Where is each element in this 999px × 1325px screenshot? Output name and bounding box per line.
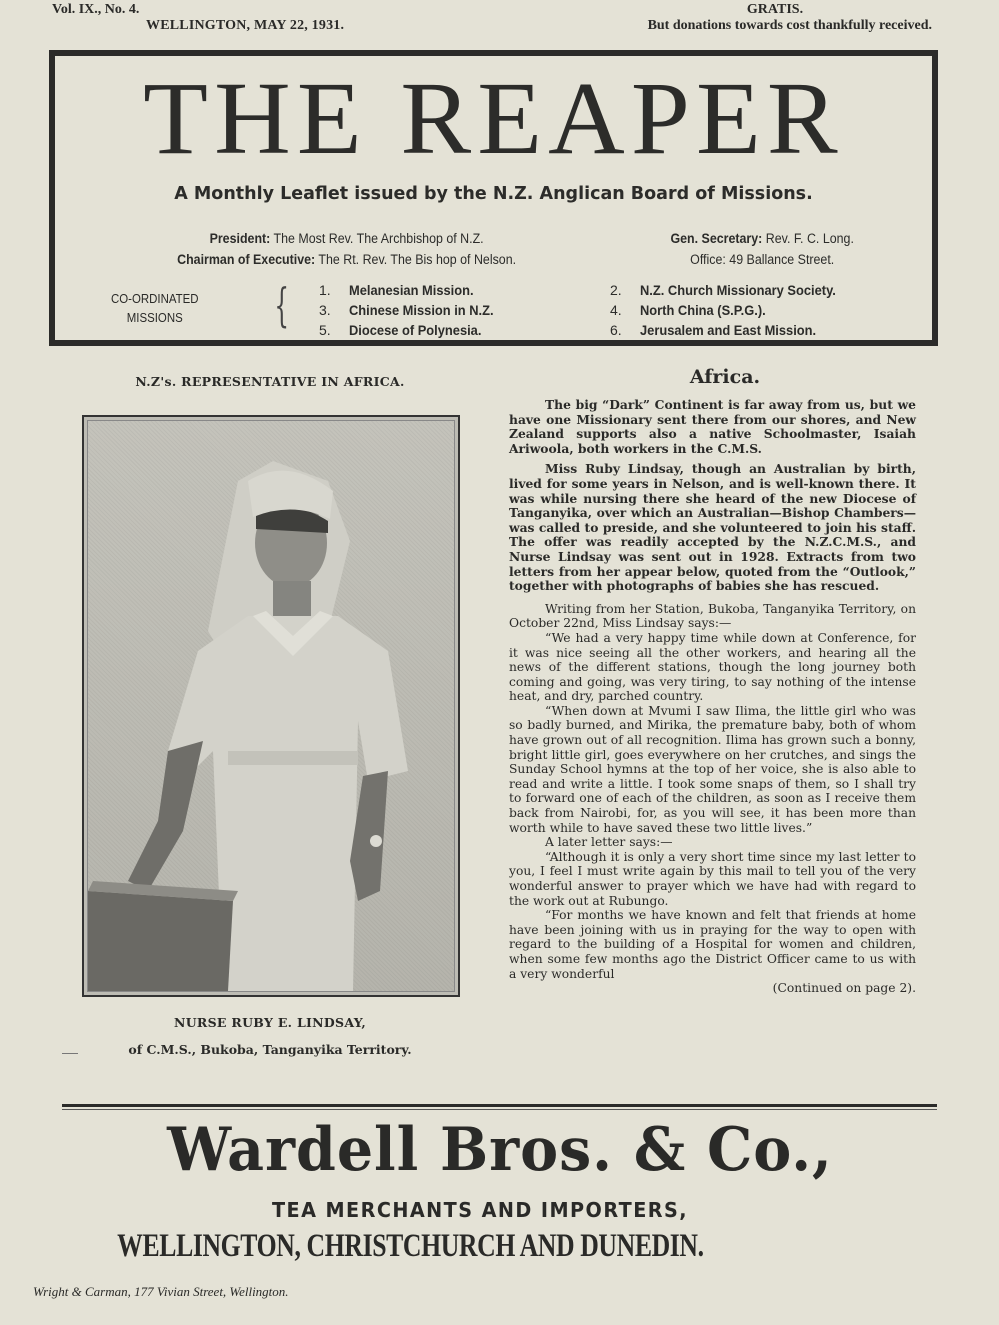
officer-president	[89, 228, 604, 249]
divider-rule	[62, 1104, 937, 1107]
article-paragraph: “We had a very happy time while down at Conference, for it was nice seeing all the other workers, and hearing all the news of the different stations, though the long journey both coming and going, was very tiring, to say nothing of the intense heat, and dry, parched country.	[509, 630, 916, 704]
coordinated-label-line2: MISSIONS	[126, 310, 183, 325]
photo-image	[87, 420, 455, 992]
price-label	[500, 2, 999, 18]
officer-value: The Most Rev. The Archbishop of N.Z.	[273, 231, 484, 246]
coordinated-missions-label	[111, 289, 199, 327]
mission-item	[610, 300, 853, 320]
continued-note: (Continued on page 2).	[772, 981, 916, 996]
mission-item	[319, 280, 506, 300]
officer-office	[638, 249, 886, 270]
article-paragraph: A later letter says:—	[545, 835, 673, 850]
mission-name: Chinese Mission in N.Z.	[349, 302, 494, 318]
volume-number: Vol. IX., No. 4.	[52, 2, 140, 17]
mission-name: Jerusalem and East Mission.	[640, 322, 817, 338]
article-paragraph: The big “Dark” Continent is far away from us, but we have one Missionary sent there from our shores, and New Zealand supports also a native Schoolmaster, Isaiah Ariwoola, both workers in the C.M.S.	[509, 397, 916, 456]
mission-item	[610, 320, 853, 340]
officer-label: Gen. Secretary:	[670, 231, 763, 246]
mission-item	[610, 280, 853, 300]
donations-note: But donations towards cost thankfully received.	[647, 18, 932, 33]
mission-name: N.Z. Church Missionary Society.	[640, 282, 836, 298]
advertiser-name: Wardell Bros. & Co.,	[167, 1115, 833, 1185]
brace-icon: {	[274, 278, 289, 332]
article-body	[509, 398, 916, 996]
advertiser-tagline: TEA MERCHANTS AND IMPORTERS,	[271, 1198, 689, 1222]
photo-caption-org: of C.M.S., Bukoba, Tanganyika Territory.	[128, 1042, 412, 1057]
officer-value: Rev. F. C. Long.	[765, 231, 854, 246]
missions-list-right	[610, 280, 853, 340]
article-paragraph: Miss Ruby Lindsay, though an Australian by birth, lived for some years in Nelson, and is well-known there. It was while nursing there she heard of the new Diocese of Tanganyika, over which an Australian—Bishop Chambers—was called to preside, and she volunteered to join his staff. The offer was readily accepted by the N.Z.C.M.S., and Nurse Lindsay was sent out in 1928. Extracts from two letters from her appear below, quoted from the “Outlook,” together with photographs of babies she has rescued.	[509, 461, 916, 594]
officer-label: Office:	[690, 252, 726, 267]
article-paragraph: “For months we have known and felt that friends at home have been joining with us in praying for the way to open with regard to the building of a Hospital for women and children, when some few months ago the District Officer came to us with a very wonderful	[509, 908, 916, 981]
coordinated-label-line1: CO-ORDINATED	[111, 291, 199, 306]
nurse-portrait-illustration	[88, 421, 456, 993]
article-paragraph: “Although it is only a very short time since my last letter to you, I feel I must write again by this mail to tell you of the very wonderful answer to prayer which we have had with regard to the work out at Rubungo.	[509, 849, 916, 908]
mission-number: 2.	[610, 282, 622, 298]
publication-title: THE REAPER	[143, 61, 844, 176]
mission-name: North China (S.P.G.).	[640, 302, 766, 318]
officers-left	[89, 228, 604, 270]
article-paragraph: Writing from her Station, Bukoba, Tanganyika Territory, on October 22nd, Miss Lindsay says:—	[509, 601, 916, 631]
missions-list-left	[319, 280, 506, 340]
officer-label: President:	[209, 231, 271, 246]
mission-name: Melanesian Mission.	[349, 282, 474, 298]
officer-secretary	[638, 228, 886, 249]
photo-caption-name: NURSE RUBY E. LINDSAY,	[173, 1015, 367, 1030]
mission-number: 5.	[319, 322, 331, 338]
mission-name: Diocese of Polynesia.	[349, 322, 482, 338]
article-paragraph: “When down at Mvumi I saw Ilima, the little girl who was so badly burned, and Mirika, the premature baby, both of whom have grown out of all recognition. Ilima has grown such a bonny, bright little girl, goes everywhere on her crutches, and sings the Sunday School hymns at the top of her voice, she is also able to read and write a little. I took some snaps of them, so I shall try to forward one of each of the children, as soon as I receive them back from Nairobi, for, as you will see, it has been more than worth while to have saved these two little lives.”	[509, 703, 916, 835]
mission-item	[319, 320, 506, 340]
mission-item	[319, 300, 506, 320]
masthead-box	[49, 50, 938, 346]
advertiser-locations: WELLINGTON, CHRISTCHURCH AND DUNEDIN.	[117, 1228, 704, 1264]
officer-value: The Rt. Rev. The Bis hop of Nelson.	[318, 252, 517, 267]
officer-label: Chairman of Executive:	[177, 252, 316, 267]
price-text: GRATIS.	[746, 2, 804, 17]
mission-number: 4.	[610, 302, 622, 318]
publication-subtitle: A Monthly Leaflet issued by the N.Z. Anglican Board of Missions.	[174, 184, 813, 204]
feature-heading: N.Z's. REPRESENTATIVE IN AFRICA.	[135, 374, 405, 389]
officer-chairman	[89, 249, 604, 270]
mission-number: 3.	[319, 302, 331, 318]
printer-imprint: Wright & Carman, 177 Vivian Street, Wellington.	[33, 1284, 289, 1299]
divider-rule-thin	[62, 1109, 937, 1110]
officers-right	[638, 228, 886, 270]
portrait-photo	[82, 415, 460, 997]
issue-date: WELLINGTON, MAY 22, 1931.	[146, 18, 345, 33]
officer-value: 49 Ballance Street.	[729, 252, 835, 267]
mission-number: 1.	[319, 282, 331, 298]
article-title: Africa.	[689, 366, 761, 388]
mission-number: 6.	[610, 322, 622, 338]
